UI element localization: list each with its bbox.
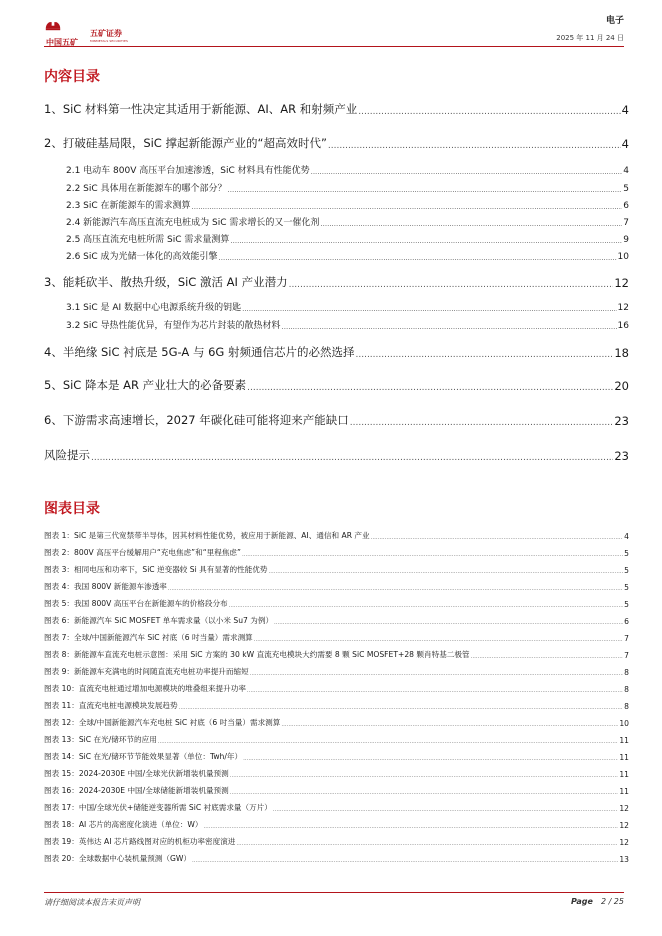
figure-item-text: 图表 3：相同电压和功率下，SiC 逆变器较 Si 具有显著的性能优势 (44, 565, 268, 574)
figure-item-page: 12 (619, 804, 629, 813)
leader-dots (320, 220, 622, 228)
toc-item-text: 2.5 高压直流充电桩所需 SiC 需求量测算 (66, 235, 230, 245)
toc-item-page: 23 (614, 414, 629, 428)
figure-item-text: 图表 12：全球/中国新能源汽车充电桩 SiC 衬底（6 吋当量）需求测算 (44, 718, 281, 727)
leader-dots (242, 552, 623, 558)
minmetals-securities-cn: 五矿证券 (90, 29, 122, 38)
figure-item[interactable] (44, 666, 629, 677)
figure-item[interactable] (44, 598, 629, 609)
toc-item[interactable] (44, 101, 629, 117)
toc-title: 内容目录 (44, 69, 100, 85)
leader-dots (282, 323, 617, 331)
toc-item[interactable] (44, 135, 629, 151)
figure-item-page: 7 (624, 651, 629, 660)
leader-dots (471, 654, 624, 660)
figure-item-text: 图表 11：直流充电桩电源模块发展趋势 (44, 701, 178, 710)
toc-item-text: 1、SiC 材料第一性决定其适用于新能源、AI、AR 和射频产业 (44, 102, 358, 116)
toc-item-text: 3.1 SiC 是 AI 数据中心电源系统升级的钥匙 (66, 303, 242, 313)
report-date: 2025 年 11 月 24 日 (556, 34, 624, 42)
figure-item-text: 图表 19：英伟达 AI 芯片路线图对应的机柜功率密度演进 (44, 837, 236, 846)
figure-item-page: 12 (619, 838, 629, 847)
figure-item[interactable] (44, 632, 629, 643)
leader-dots (273, 807, 618, 813)
figures-title: 图表目录 (44, 501, 100, 517)
figure-item-text: 图表 16：2024-2030E 中国/全球储能新增装机量预测 (44, 786, 229, 795)
toc-item-page: 18 (614, 346, 629, 360)
figure-item-page: 5 (624, 566, 629, 575)
leader-dots (269, 569, 624, 575)
figure-item[interactable] (44, 802, 629, 813)
leader-dots (204, 824, 619, 830)
figure-item[interactable] (44, 700, 629, 711)
figure-item-page: 11 (619, 770, 629, 779)
figure-item-page: 8 (624, 702, 629, 711)
footer-page-info (571, 897, 624, 906)
leader-dots (358, 107, 620, 117)
toc-item[interactable] (44, 249, 629, 262)
toc-item[interactable] (44, 344, 629, 360)
toc-item-page: 23 (614, 449, 629, 463)
toc-item-text: 2、打破硅基局限，SiC 撑起新能源产业的“超高效时代” (44, 136, 327, 150)
figure-item-page: 4 (624, 532, 629, 541)
figure-item[interactable] (44, 853, 629, 864)
header-divider (44, 46, 624, 47)
leader-dots (229, 603, 624, 609)
figure-item[interactable] (44, 564, 629, 575)
toc-item-page: 9 (623, 235, 629, 245)
toc-item[interactable] (44, 215, 629, 228)
leader-dots (192, 203, 623, 211)
figure-item-page: 11 (619, 736, 629, 745)
figure-item-text: 图表 5：我国 800V 高压平台在新能源车的价格段分布 (44, 599, 228, 608)
leader-dots (281, 722, 618, 728)
figure-item-text: 图表 7：全球/中国新能源汽车 SiC 衬底（6 吋当量）需求测算 (44, 633, 253, 642)
minmetals-securities-en: MINMETALS SECURITIES (90, 39, 128, 43)
figure-item-text: 图表 17：中国/全球光伏+储能逆变器所需 SiC 衬底需求量（万片） (44, 803, 272, 812)
leader-dots (350, 418, 614, 428)
leader-dots (242, 305, 616, 313)
leader-dots (289, 280, 614, 290)
toc-item-text: 3.2 SiC 导热性能优异，有望作为芯片封装的散热材料 (66, 321, 281, 331)
leader-dots (91, 453, 613, 463)
figure-item-page: 5 (624, 549, 629, 558)
leader-dots (230, 790, 619, 796)
toc-item[interactable] (44, 232, 629, 245)
footer-disclaimer: 请仔细阅读本报告末页声明 (44, 898, 140, 907)
figure-item[interactable] (44, 751, 629, 762)
leader-dots (230, 237, 622, 245)
leader-dots (328, 141, 621, 151)
footer-divider (44, 892, 624, 893)
figure-item[interactable] (44, 734, 629, 745)
toc-item-text: 5、SiC 降本是 AR 产业壮大的必备要素 (44, 378, 247, 392)
leader-dots (192, 858, 618, 864)
toc-item-text: 4、半绝缘 SiC 衬底是 5G-A 与 6G 射频通信芯片的必然选择 (44, 345, 355, 359)
figure-item[interactable] (44, 836, 629, 847)
toc-item-text: 3、能耗砍半、散热升级，SiC 激活 AI 产业潜力 (44, 275, 288, 289)
toc-item[interactable] (44, 377, 629, 393)
figure-item[interactable] (44, 717, 629, 728)
figure-item-page: 5 (624, 600, 629, 609)
figure-item[interactable] (44, 683, 629, 694)
figure-item-page: 12 (619, 821, 629, 830)
toc-item[interactable] (44, 300, 629, 313)
toc-item-page: 20 (614, 379, 629, 393)
toc-item-text: 2.6 SiC 成为光储一体化的高效能引擎 (66, 252, 218, 262)
leader-dots (311, 168, 623, 176)
page-number: 2 / 25 (600, 897, 624, 906)
leader-dots (254, 637, 623, 643)
figure-item-page: 8 (624, 685, 629, 694)
toc-item-text: 2.2 SiC 具体用在新能源车的哪个部分？ (66, 184, 227, 194)
leader-dots (230, 773, 619, 779)
figure-item-page: 7 (624, 634, 629, 643)
page-header (0, 0, 662, 60)
leader-dots (228, 186, 623, 194)
toc-item-page: 12 (617, 303, 629, 313)
toc-item[interactable] (44, 447, 629, 463)
figure-item[interactable] (44, 819, 629, 830)
toc-item[interactable] (44, 412, 629, 428)
figure-item-text: 图表 8：新能源车直流充电桩示意图：采用 SiC 方案的 30 kW 直流充电模块大约需要 8 颗 SiC MOSFET+28 颗肖特基二极管 (44, 650, 470, 659)
figure-item[interactable] (44, 649, 629, 660)
toc-item-page: 4 (623, 166, 629, 176)
figure-item-page: 8 (624, 668, 629, 677)
figure-item-text: 图表 20：全球数据中心装机量预测（GW） (44, 854, 191, 863)
toc-item[interactable] (44, 318, 629, 331)
figure-item[interactable] (44, 530, 629, 541)
leader-dots (236, 841, 618, 847)
figure-item[interactable] (44, 615, 629, 626)
toc-item-page: 7 (623, 218, 629, 228)
minmetals-emblem-icon (44, 14, 62, 32)
figure-item[interactable] (44, 785, 629, 796)
toc-item[interactable] (44, 163, 629, 176)
toc-item[interactable] (44, 274, 629, 290)
toc-item-text: 2.1 电动车 800V 高压平台加速渗透，SiC 材料具有性能优势 (66, 166, 310, 176)
leader-dots (250, 671, 623, 677)
figure-item-text: 图表 10：直流充电桩通过增加电源模块的堆叠组来提升功率 (44, 684, 246, 693)
figure-item-text: 图表 13：SiC 在光/储环节的应用 (44, 735, 157, 744)
figure-item-text: 图表 18：AI 芯片的高密度化演进（单位：W） (44, 820, 203, 829)
figure-item-text: 图表 1：SiC 是第三代宽禁带半导体，因其材料性能优势，被应用于新能源、AI、通信和 AR 产业 (44, 531, 370, 540)
toc-item-page: 6 (623, 201, 629, 211)
toc-item[interactable] (44, 181, 629, 194)
figure-item-text: 图表 9：新能源车充满电的时间随直流充电桩功率提升而缩短 (44, 667, 249, 676)
toc-item-text: 2.4 新能源汽车高压直流充电桩成为 SiC 需求增长的又一催化剂 (66, 218, 320, 228)
leader-dots (168, 586, 623, 592)
toc-item-text: 风险提示 (44, 448, 90, 462)
figure-item-page: 11 (619, 753, 629, 762)
toc-item-text: 6、下游需求高速增长，2027 年碳化硅可能将迎来产能缺口 (44, 413, 349, 427)
toc-item-page: 10 (617, 252, 629, 262)
figure-item-text: 图表 15：2024-2030E 中国/全球光伏新增装机量预测 (44, 769, 229, 778)
leader-dots (274, 620, 623, 626)
figure-item-text: 图表 6：新能源汽车 SiC MOSFET 单车需求量（以小米 Su7 为例） (44, 616, 274, 625)
toc-item-page: 5 (623, 184, 629, 194)
figure-item-text: 图表 2：800V 高压平台缓解用户“充电焦虑”和“里程焦虑” (44, 548, 241, 557)
figure-item[interactable] (44, 768, 629, 779)
toc-item-page: 12 (614, 276, 629, 290)
figure-item-page: 11 (619, 787, 629, 796)
china-minmetals-logo (44, 14, 80, 48)
leader-dots (247, 688, 623, 694)
figure-item-page: 13 (619, 855, 629, 864)
figure-item-page: 6 (624, 617, 629, 626)
minmetals-securities-logo (90, 28, 128, 43)
toc-item-page: 16 (617, 321, 629, 331)
page-label: Page (571, 897, 593, 906)
leader-dots (247, 383, 613, 393)
figure-item-text: 图表 4：我国 800V 新能源车渗透率 (44, 582, 167, 591)
leader-dots (371, 535, 624, 541)
figure-item-text: 图表 14：SiC 在光/储环节节能效果显著（单位：Twh/年） (44, 752, 243, 761)
toc-item-page: 4 (621, 137, 629, 151)
china-minmetals-text: 中国五矿 (46, 38, 78, 47)
leader-dots (243, 756, 618, 762)
figure-item[interactable] (44, 581, 629, 592)
leader-dots (356, 350, 614, 360)
figure-item-page: 10 (619, 719, 629, 728)
toc-item-page: 4 (621, 103, 629, 117)
leader-dots (219, 254, 617, 262)
report-category: 电子 (605, 16, 624, 26)
leader-dots (158, 739, 619, 745)
figure-item[interactable] (44, 547, 629, 558)
toc-item-text: 2.3 SiC 在新能源车的需求测算 (66, 201, 191, 211)
figure-item-page: 5 (624, 583, 629, 592)
leader-dots (179, 705, 624, 711)
toc-item[interactable] (44, 198, 629, 211)
